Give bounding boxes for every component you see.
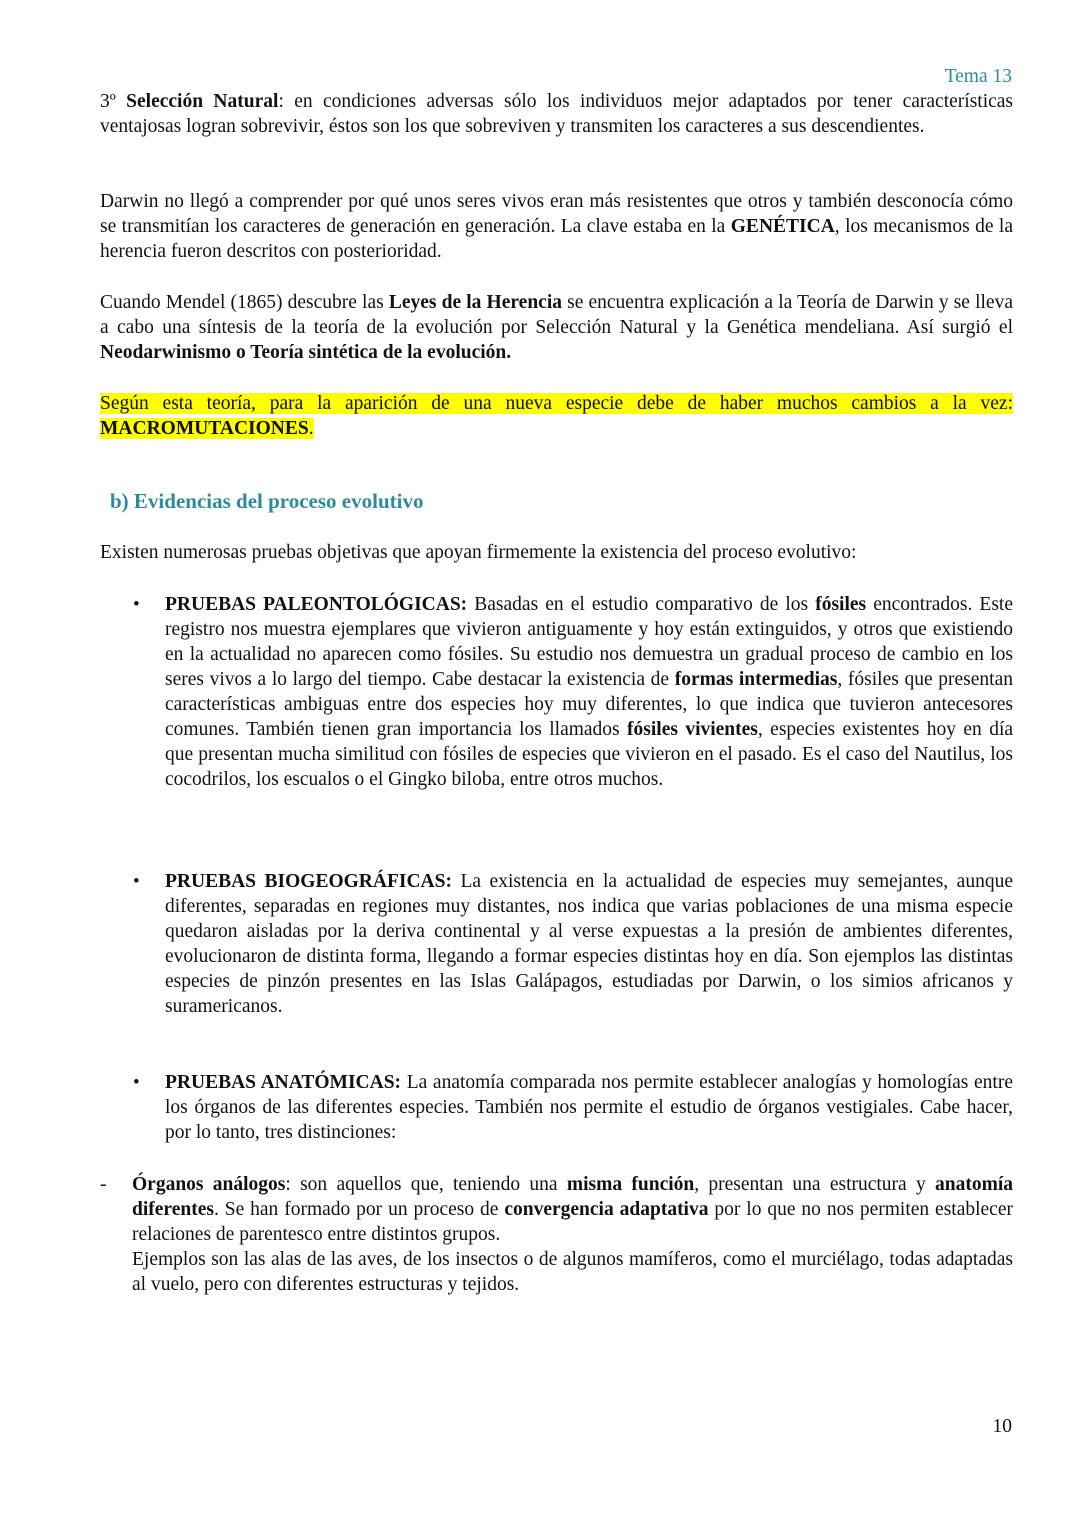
bullet-icon: • — [133, 871, 140, 892]
bullet-anatomicas: PRUEBAS ANATÓMICAS: La anatomía comparada nos permite establecer analogías y homologías entre los órganos de las diferentes especies. También nos permite el estudio de órganos vestigiales. Cabe hacer, por lo tanto, tres distinciones: — [165, 1072, 1013, 1143]
bullet-paleontologicas: PRUEBAS PALEONTOLÓGICAS: Basadas en el estudio comparativo de los fósiles encontrados. Este registro nos muestra ejemplares que vivieron antiguamente y hoy están extinguidos, y otros que existiendo en la actualidad no aparecen como fósiles. Su estudio nos demuestra un gradual proceso de cambio en los seres vivos a lo largo del tiempo. Cabe destacar la existencia de formas intermedias, fósiles que presentan características ambiguas entre dos especies hoy muy diferentes, lo que indica que tuvieron antecesores comunes. También tienen gran importancia los llamados fósiles vivientes, especies existentes hoy en día que presentan mucha similitud con fósiles de especies que vivieron en el pasado. Es el caso del Nautilus, los cocodrilos, los escualos o el Gingko biloba, entre otros muchos. — [165, 594, 1014, 790]
paragraph-macromutaciones-highlight: Según esta teoría, para la aparición de una nueva especie debe de haber muchos cambios a la vez: MACROMUTACIONES. — [100, 393, 1013, 439]
bullet-title: PRUEBAS PALEONTOLÓGICAS: — [165, 594, 468, 615]
examples-text: Ejemplos son las alas de las aves, de los insectos o de algunos mamíferos, como el murciélago, todas adaptadas al vuelo, pero con diferentes estructuras y tejidos. — [132, 1249, 1013, 1295]
term-organos-analogos: Órganos análogos — [132, 1174, 286, 1195]
paragraph-natural-selection: 3º Selección Natural: en condiciones adversas sólo los individuos mejor adaptados por tener características ventajosas logran sobrevivir, éstos son los que sobreviven y transmiten los caracteres a sus descendientes. — [100, 91, 1014, 137]
bullet-title: PRUEBAS ANATÓMICAS: — [165, 1072, 402, 1093]
term-leyes-herencia: Leyes de la Herencia — [388, 292, 562, 313]
section-heading-evidencias: b) Evidencias del proceso evolutivo — [110, 489, 424, 513]
bullet-biogeograficas: PRUEBAS BIOGEOGRÁFICAS: La existencia en la actualidad de especies muy semejantes, aunque diferentes, separadas en regiones muy distantes, nos indica que varias poblaciones de una misma especie quedaron aisladas por la deriva continental y al verse expuestas a la presión de ambientes diferentes, evolucionaron de distinta forma, llegando a formar especies distintas hoy en día. Son ejemplos las distintas especies de pinzón presentes en las Islas Galápagos, estudiadas por Darwin, o los simios africanos y suramericanos. — [165, 871, 1013, 1017]
bullet-icon: • — [133, 594, 140, 615]
term-natural-selection: Selección Natural — [126, 91, 279, 112]
bullet-title: PRUEBAS BIOGEOGRÁFICAS: — [165, 871, 452, 892]
bullet-icon: • — [133, 1072, 140, 1093]
dash-icon: - — [100, 1174, 107, 1195]
topic-header: Tema 13 — [944, 66, 1012, 87]
paragraph-mendel: Cuando Mendel (1865) descubre las Leyes de la Herencia se encuentra explicación a la Teoría de Darwin y se lleva a cabo una síntesis de la teoría de la evolución por Selección Natural y la Genética mendeliana. Así surgió el Neodarwinismo o Teoría sintética de la evolución. — [100, 292, 1013, 363]
item-organos-analogos: Órganos análogos: son aquellos que, teniendo una misma función, presentan una estructura y anatomía diferentes. Se han formado por un proceso de convergencia adaptativa por lo que no nos permiten establecer relaciones de parentesco entre distintos grupos. Ejemplos son las alas de las aves, de los insectos o de algunos mamíferos, como el murciélago, todas adaptadas al vuelo, pero con diferentes estructuras y tejidos. — [132, 1174, 1013, 1295]
term-neodarwinismo: Neodarwinismo o Teoría sintética de la evolución. — [100, 342, 512, 363]
paragraph-intro-pruebas: Existen numerosas pruebas objetivas que apoyan firmemente la existencia del proceso evolutivo: — [100, 542, 857, 563]
term-macromutaciones: MACROMUTACIONES — [100, 418, 309, 439]
page-number: 10 — [992, 1416, 1012, 1437]
paragraph-darwin-genetics: Darwin no llegó a comprender por qué unos seres vivos eran más resistentes que otros y también desconocía cómo se transmitían los caracteres de generación en generación. La clave estaba en la GENÉTICA, los mecanismos de la herencia fueron descritos con posterioridad. — [100, 191, 1013, 262]
term-genetica: GENÉTICA — [730, 216, 835, 237]
